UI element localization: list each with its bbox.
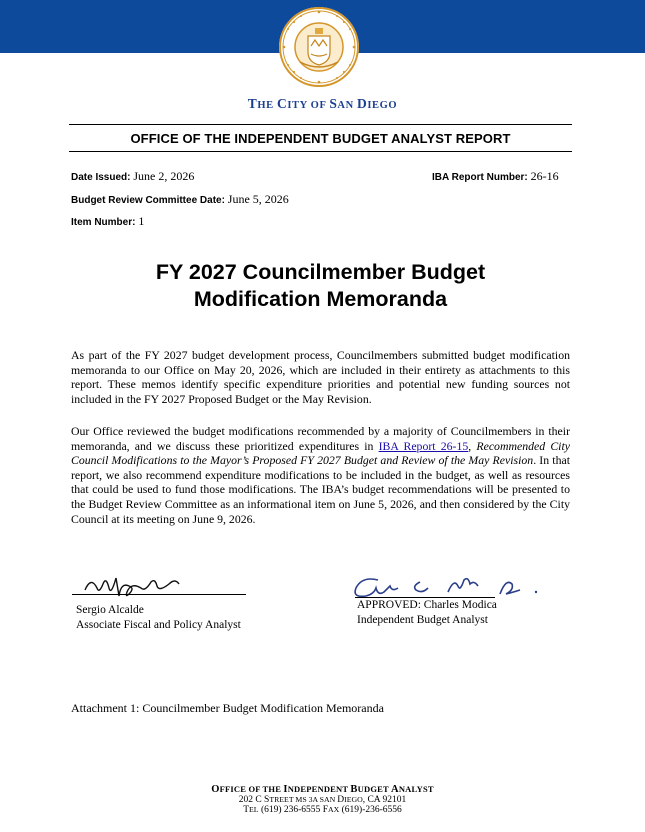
report-number-value: 26-16 [530, 169, 559, 183]
footer [0, 784, 645, 815]
iba-report-link[interactable]: IBA Report 26-15 [378, 438, 469, 453]
approver-title: Independent Budget Analyst [357, 614, 488, 626]
attachment-note: Attachment 1: Councilmember Budget Modification Memoranda [71, 701, 384, 715]
body-paragraph-2: Our Office reviewed the budget modifications recommended by a majority of Councilmembers in their memoranda, and we discuss these prioritized expenditures in IBA Report 26-15, Recommended City Council Modifications to the Mayor’s Proposed FY 2027 Budget and Review of the May Revision. In that report, we also recommend expenditure modifications to be included in the budget, as well as resources that could be used to fund those modifications. The IBA’s budget recommendations will be presented to the Budget Review Committee as an informational item on June 5, 2026, and then considered by the City Council at its meeting on June 9, 2026. [71, 424, 570, 526]
report-title [69, 259, 572, 313]
analyst-name: Sergio Alcalde [76, 604, 144, 616]
report-number-label: IBA Report Number: [432, 172, 528, 183]
committee-date-value: June 5, 2026 [227, 192, 289, 206]
footer-address: 202 C STREET MS 3A SAN DIEGO, CA 92101 [238, 795, 407, 805]
footer-office-name: OFFICE OF THE INDEPENDENT BUDGET ANALYST [211, 784, 434, 795]
item-number-value: 1 [138, 214, 145, 228]
item-number-label: Item Number: [71, 217, 136, 228]
report-title-line-2: Modification Memoranda [193, 287, 448, 311]
signature-left [76, 603, 241, 633]
report-title-line-1: FY 2027 Councilmember Budget [155, 260, 486, 284]
bottom-rule [69, 151, 572, 152]
city-name: THE CITY OF SAN DIEGO [247, 96, 398, 111]
signature-line-left [72, 594, 246, 595]
committee-date-label: Budget Review Committee Date: [71, 195, 225, 206]
city-seal-icon [278, 6, 360, 88]
date-issued-label: Date Issued: [71, 172, 131, 183]
date-issued [71, 169, 194, 184]
item-number [71, 214, 144, 229]
date-issued-value: June 2, 2026 [133, 169, 195, 183]
approver-name: APPROVED: Charles Modica [357, 599, 497, 611]
analyst-title: Associate Fiscal and Policy Analyst [76, 619, 241, 631]
footer-phone-fax: TEL (619) 236-6555 FAX (619)-236-6556 [243, 805, 402, 815]
signature-right [357, 598, 497, 628]
report-number [432, 169, 559, 184]
committee-date [71, 192, 289, 207]
body-paragraph-1: As part of the FY 2027 budget development process, Councilmembers submitted budget modification memoranda to our Office on May 20, 2026, which are included in their entirety as attachments to this report. These memos identify specific expenditure priorities and potential new funding sources not included in the FY 2027 Proposed Budget or the May Revision. [71, 348, 570, 406]
office-report-title: OFFICE OF THE INDEPENDENT BUDGET ANALYST REPORT [130, 131, 511, 146]
top-rule [69, 124, 572, 125]
